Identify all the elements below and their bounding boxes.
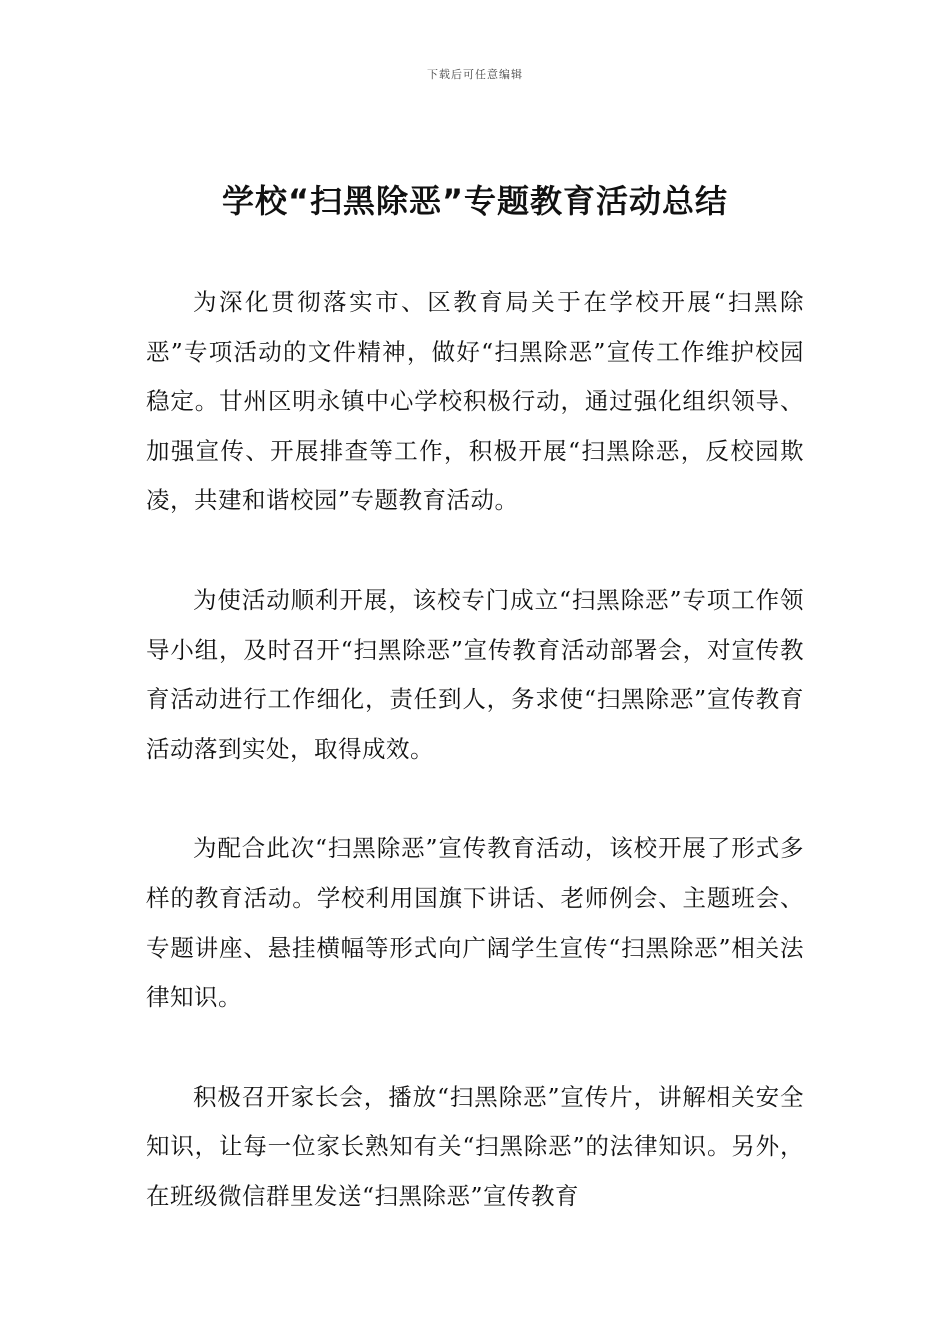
header-note: 下载后可任意编辑: [427, 68, 523, 81]
document-title: 学校“扫黑除恶”专题教育活动总结: [221, 182, 729, 220]
paragraph-1: 为深化贯彻落实市、区教育局关于在学校开展“扫黑除恶”专项活动的文件精神，做好“扫黑除恶”宣传工作维护校园稳定。甘州区明永镇中心学校积极行动，通过强化组织领导、加强宣传、开展排查等工作，积极开展“扫黑除恶，反校园欺凌，共建和谐校园”专题教育活动。: [146, 288, 804, 515]
paragraph-2: 为使活动顺利开展，该校专门成立“扫黑除恶”专项工作领导小组，及时召开“扫黑除恶”宣传教育活动部署会，对宣传教育活动进行工作细化，责任到人，务求使“扫黑除恶”宣传教育活动落到实处，取得成效。: [146, 585, 804, 763]
paragraph-4: 积极召开家长会，播放“扫黑除恶”宣传片，讲解相关安全知识，让每一位家长熟知有关“扫黑除恶”的法律知识。另外，在班级微信群里发送“扫黑除恶”宣传教育: [146, 1082, 804, 1210]
document-body: [146, 278, 804, 1222]
paragraph-3: 为配合此次“扫黑除恶”宣传教育活动，该校开展了形式多样的教育活动。学校利用国旗下讲话、老师例会、主题班会、专题讲座、悬挂横幅等形式向广阔学生宣传“扫黑除恶”相关法律知识。: [146, 834, 804, 1012]
